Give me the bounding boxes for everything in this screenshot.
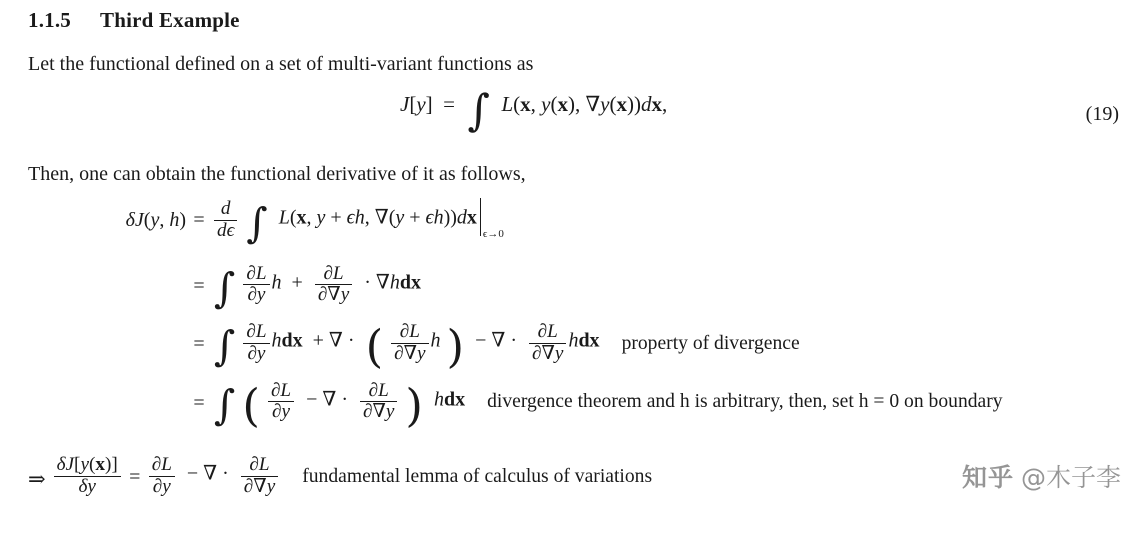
section-title: Third Example [100,8,240,32]
derivation-line-4 [36,378,1003,432]
equals-sign: = [193,209,205,231]
derivation-line-3 [36,320,1003,374]
derivation-line-2 [36,262,1003,312]
derivation-block [36,198,1003,432]
evaluation-limit: ϵ→0 [482,228,504,240]
derivation-rhs: $\frac{d}{d\epsilon}$ ∫ L(x, y + ϵh, ∇(y + ϵh))dx ϵ→0 [212,198,481,242]
note-text: divergence theorem and h is arbitrary, then, set [487,391,854,413]
left-paren: ( [365,320,384,374]
conclusion-rhs: $\frac{\partial L}{\partial y}$ − ∇ · $\frac{\partial L}{\partial\nabla y}$ [147,455,280,497]
integral-icon: ∫ [214,380,236,429]
derivation-note-divergence: property of divergence [621,332,800,354]
right-paren: ) [446,320,465,374]
left-paren: ( [242,378,260,432]
derivation-note-theorem [465,381,1002,414]
derivation-lhs: δJ(y, h) [125,209,186,231]
equation-tag-19: (19) [1085,103,1119,125]
conclusion-lhs: $\frac{\delta J[y(x)]}{\delta y}$ [52,455,123,497]
paragraph-derivative: Then, one can obtain the functional derivative of it as follows, [28,163,526,185]
integral-icon: ∫ [467,86,490,137]
integral-icon: ∫ [214,263,236,312]
derivation-rhs: ∫ $\frac{\partial L}{\partial y}$ hdx + ∇ · ( $\frac{\partial L}{\partial\nabla y}$ h ) − ∇ · $\frac{\partial L}{\partial\nabla y}$ hdx [214,320,600,374]
evaluation-bar [480,198,504,240]
section-number: 1.1.5 [28,8,71,32]
derivation-rhs: ∫ ( $\frac{\partial L}{\partial y}$ − ∇ · $\frac{\partial L}{\partial\nabla y}$ ) hdx [214,378,466,432]
derivation-lhs-empty [36,381,186,392]
equals-sign: = [129,466,141,488]
derivation-rhs: ∫ $\frac{\partial L}{\partial y}$ h + $\frac{\partial L}{\partial\nabla y}$ · ∇hdx [214,262,421,312]
note-boundary: h = 0 on boundary [858,391,1003,413]
integral-icon: ∫ [246,199,268,248]
derivation-line-1 [36,198,1003,248]
right-paren: ) [405,378,423,432]
equals-sign: = [193,333,205,356]
equals-sign: = [193,391,205,414]
implies-icon: ⇒ [28,466,46,491]
integral-icon: ∫ [214,322,236,371]
watermark-handle: @木子李 [1020,463,1121,492]
zhihu-logo: 知乎 [961,463,1014,492]
equals-sign: = [193,274,205,297]
watermark [962,458,1121,494]
section-heading [28,8,240,33]
conclusion-note: fundamental lemma of calculus of variations [302,465,653,487]
conclusion-line [28,455,652,497]
derivation-lhs-empty [36,264,186,275]
paragraph-intro: Let the functional defined on a set of multi-variant functions as [28,53,534,75]
equation-19: J[y] = ∫ L(x, y(x), ∇y(x))dx, [400,86,668,137]
derivation-lhs-empty [36,322,186,333]
